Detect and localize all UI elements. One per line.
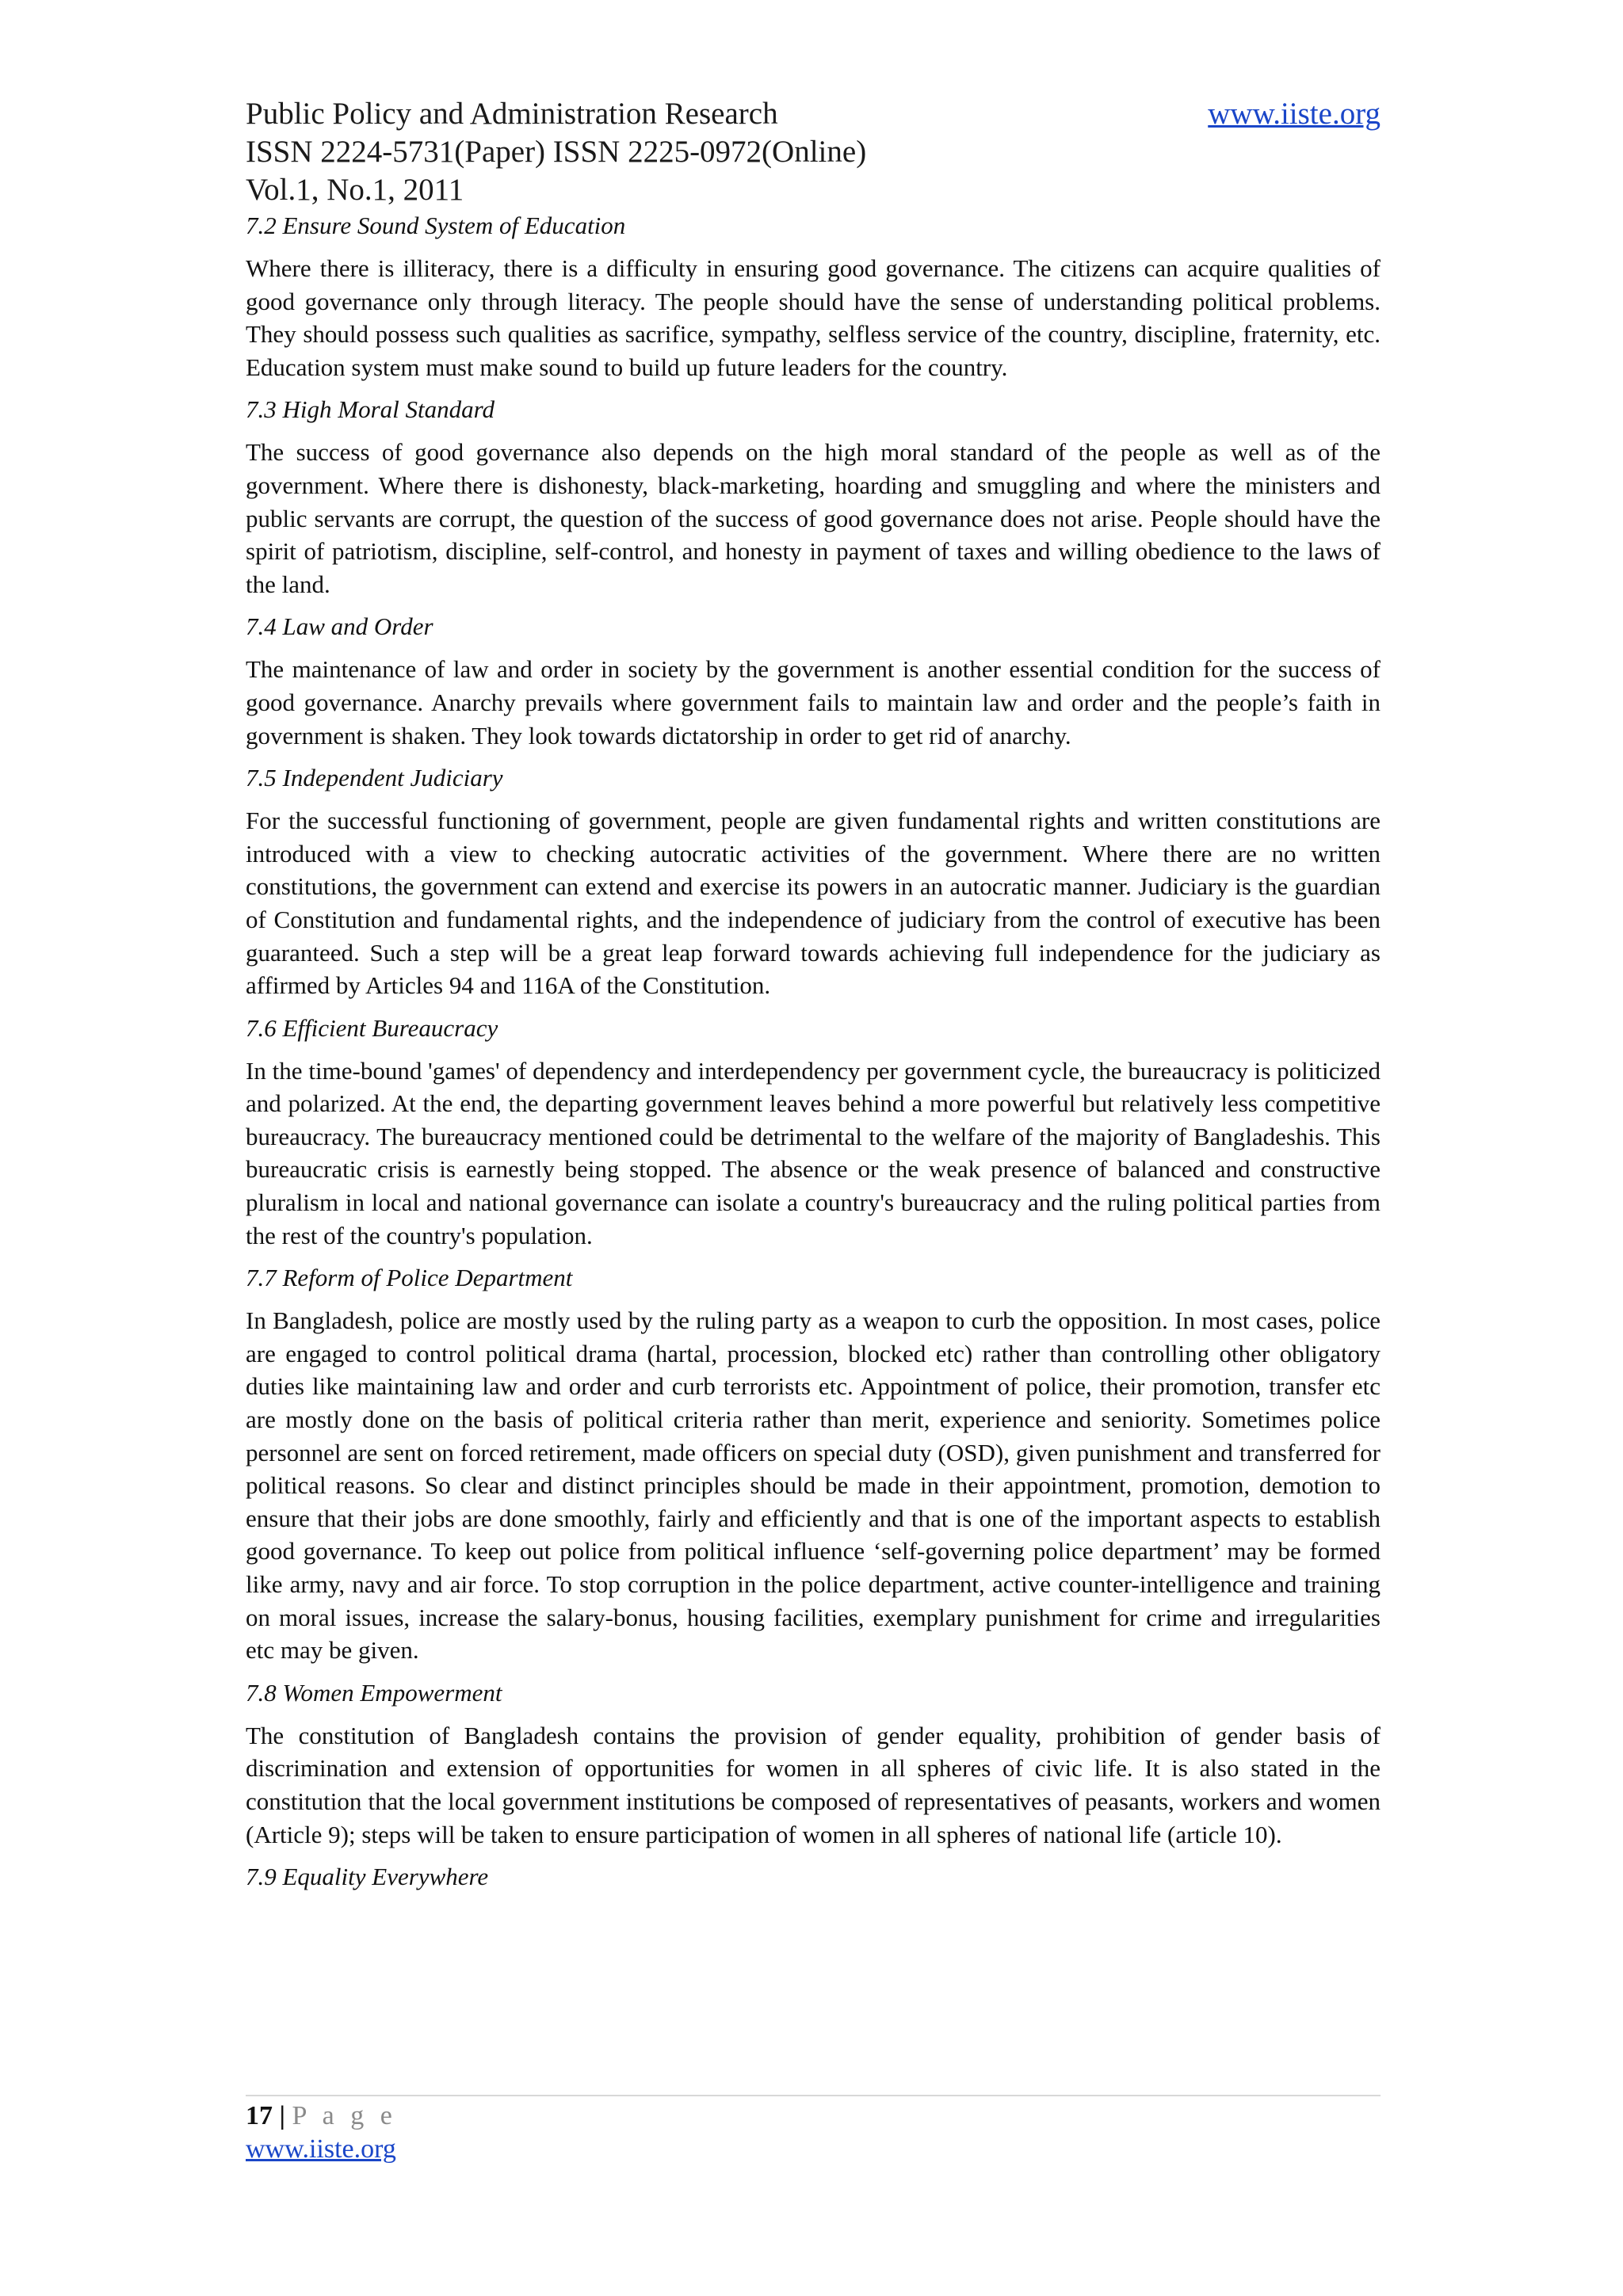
page-number: 17 <box>246 2101 273 2130</box>
section-heading: 7.3 High Moral Standard <box>246 395 495 424</box>
page-footer <box>246 2100 397 2166</box>
footer-divider <box>246 2095 1381 2096</box>
section-heading: 7.4 Law and Order <box>246 612 433 641</box>
section-7-2 <box>246 209 1381 383</box>
section-heading: 7.9 Equality Everywhere <box>246 1863 489 1891</box>
page-separator: | <box>279 2101 285 2130</box>
section-7-5 <box>246 761 1381 1002</box>
section-7-6 <box>246 1012 1381 1253</box>
section-7-3 <box>246 393 1381 601</box>
section-7-9 <box>246 1860 1381 1893</box>
footer-website-link[interactable]: www.iiste.org <box>246 2134 396 2164</box>
section-paragraph: The constitution of Bangladesh contains the provision of gender equality, prohibition of gender basis of discrimination and extension of opportunities for women in all spheres of civic life. It is also stated in the constitution that the local government institutions be composed of representatives of peasants, workers and women (Article 9); steps will be taken to ensure participation of women in all spheres of national life (article 10). <box>246 1721 1381 1848</box>
section-paragraph: The maintenance of law and order in society by the government is another essential condition for the success of good governance. Anarchy prevails where government fails to maintain law and order and the people’s faith in government is shaken. They look towards dictatorship in order to get rid of anarchy. <box>246 655 1381 749</box>
section-7-7 <box>246 1261 1381 1667</box>
section-paragraph: For the successful functioning of government, people are given fundamental rights and written constitutions are introduced with a view to checking autocratic activities of the government. Where there are no written constitutions, the government can extend and exercise its powers in an autocratic manner. Judiciary is the guardian of Constitution and fundamental rights, and the independence of judiciary from the control of executive has been guaranteed. Such a step will be a great leap forward towards achieving full independence for the judiciary as affirmed by Articles 94 and 116A of the Constitution. <box>246 807 1381 1000</box>
section-heading: 7.8 Women Empowerment <box>246 1678 502 1707</box>
section-paragraph: The success of good governance also depends on the high moral standard of the people as well as of the government. Where there is dishonesty, black-marketing, hoarding and smuggling and where the ministers and public servants are corrupt, the question of the success of good governance does not arise. People should have the spirit of patriotism, discipline, self-control, and honesty in payment of taxes and willing obedience to the laws of the land. <box>246 438 1381 598</box>
section-heading: 7.7 Reform of Police Department <box>246 1264 573 1292</box>
section-paragraph: Where there is illiteracy, there is a difficulty in ensuring good governance. The citizens can acquire qualities of good governance only through literacy. The people should have the sense of understanding political problems. They should possess such qualities as sacrifice, sympathy, selfless service of the country, discipline, fraternity, etc. Education system must make sound to build up future leaders for the country. <box>246 254 1381 381</box>
page-content <box>246 95 1381 1903</box>
section-paragraph: In Bangladesh, police are mostly used by the ruling party as a weapon to curb the opposition. In most cases, police are engaged to control political drama (hartal, procession, blocked etc) rather than controlling other obligatory duties like maintaining law and order and curb terrorists etc. Appointment of police, their promotion, transfer etc are mostly done on the basis of political criteria rather than merit, experience and seniority. Sometimes police personnel are sent on forced retirement, made officers on special duty (OSD), given punishment and transferred for political reasons. So clear and distinct principles should be made in their appointment, promotion, demotion to ensure that their jobs are done smoothly, fairly and efficiently and that is one of the important aspects to establish good governance. To keep out police from political influence ‘self-governing police department’ may be formed like army, navy and air force. To stop corruption in the police department, active counter-intelligence and training on moral issues, increase the salary-bonus, housing facilities, exemplary punishment for crime and irregularities etc may be given. <box>246 1306 1381 1665</box>
section-7-8 <box>246 1676 1381 1851</box>
journal-header <box>246 95 1381 209</box>
section-heading: 7.2 Ensure Sound System of Education <box>246 212 626 239</box>
journal-website-link[interactable]: www.iiste.org <box>1208 97 1381 131</box>
section-heading: 7.5 Independent Judiciary <box>246 764 503 792</box>
section-paragraph: In the time-bound 'games' of dependency and interdependency per government cycle, the bureaucracy is politicized and polarized. At the end, the departing government leaves behind a more powerful but relatively less competitive bureaucracy. The bureaucracy mentioned could be detrimental to the welfare of the majority of Bangladeshis. This bureaucratic crisis is earnestly being stopped. The absence or the weak presence of balanced and constructive pluralism in local and national governance can isolate a country's bureaucracy and the ruling political parties from the rest of the country's population. <box>246 1056 1381 1249</box>
section-7-4 <box>246 610 1381 752</box>
journal-title: Public Policy and Administration Research <box>246 97 778 131</box>
page-number-line <box>246 2100 397 2133</box>
volume-line: Vol.1, No.1, 2011 <box>246 173 464 207</box>
issn-line: ISSN 2224-5731(Paper) ISSN 2225-0972(Online) <box>246 135 867 169</box>
section-heading: 7.6 Efficient Bureaucracy <box>246 1013 498 1042</box>
page-label: P a g e <box>292 2101 397 2130</box>
